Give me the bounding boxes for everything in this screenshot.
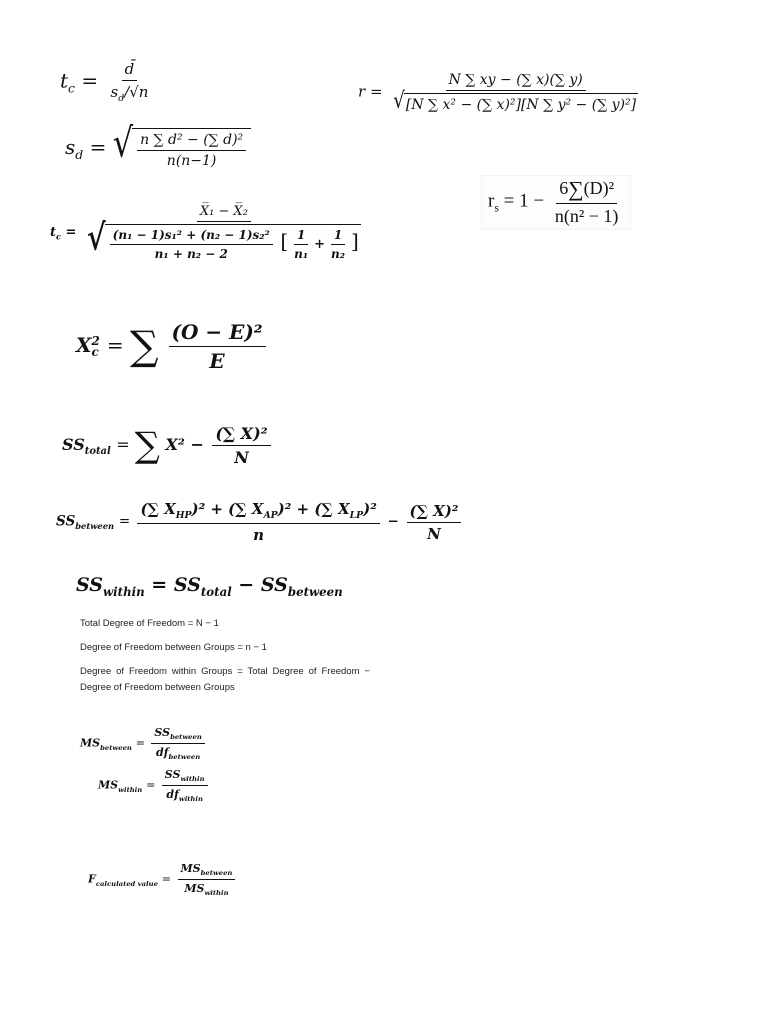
inner-fraction	[110, 228, 273, 261]
root-body: [N ∑ x² − (∑ x)²][N ∑ y² − (∑ y)²]	[404, 93, 638, 113]
fraction	[552, 178, 622, 227]
term-a: SS	[173, 574, 201, 596]
num-symbol: SS	[154, 726, 171, 739]
bracket-numerator-1: 1	[294, 228, 308, 245]
lhs-scripts	[91, 333, 100, 359]
bracket-denominator-2: n₂	[331, 247, 346, 261]
inner-numerator: (n₁ − 1)s₁² + (n₂ − 1)s₂²	[110, 228, 273, 245]
root-body	[132, 128, 251, 169]
num-symbol: SS	[164, 768, 181, 781]
summation-symbol: ∑	[134, 424, 160, 466]
fraction	[137, 132, 246, 169]
radical-sign: √	[393, 88, 405, 115]
num-subscript: between	[170, 733, 202, 742]
tail-numerator: (∑ X)²	[407, 502, 462, 523]
den-symbol: MS	[184, 882, 205, 896]
bracket-fraction-2	[328, 228, 348, 261]
lhs-subscript: c	[68, 80, 75, 96]
term-a-subscript: total	[200, 584, 232, 599]
lhs-subscript: between	[100, 743, 132, 752]
spearman-formula: $r_s = 1$ − $\frac{\text{6∑(D)²}}{\text{n(n² − 1)}}$	[482, 176, 630, 229]
lhs-subscript: d	[75, 147, 84, 162]
fraction	[178, 862, 236, 897]
fraction	[212, 424, 270, 467]
denominator	[107, 81, 151, 104]
lhs-subscript: within	[118, 785, 143, 794]
coefficient: 6	[559, 178, 569, 198]
denominator: n(n−1)	[166, 153, 217, 169]
chi-square-formula: X 2 c = ∑ $\frac{\text{(O − E)²}}{E}$	[76, 320, 269, 373]
fraction	[151, 726, 204, 761]
ms-between-formula: $MS_{between}$ = $\frac{SS_{between}}{df_{between}}$	[80, 726, 208, 761]
num-subscript: between	[200, 869, 233, 878]
denominator	[163, 786, 206, 803]
numerator: X̅₁ − X̅₂	[197, 204, 251, 222]
lhs: F	[88, 872, 96, 886]
square-root	[112, 119, 251, 169]
lhs: t	[60, 68, 69, 93]
tail-fraction	[407, 502, 462, 543]
fraction	[84, 204, 364, 261]
fraction	[169, 320, 266, 373]
ss-between-formula: $SS_{between}$ = $\frac{(\sum X_{HP})^2 + (\sum X_{AP})^2 + (\sum X_{LP})^2}{n}$ − $\frac{\text{(∑ X)²}}{N}$	[56, 500, 464, 544]
root-body	[105, 224, 361, 261]
den-subscript: between	[168, 753, 201, 762]
lhs-subscript: between	[75, 521, 115, 532]
lhs-subscript: within	[103, 584, 145, 599]
den-symbol: s	[110, 83, 119, 101]
denominator	[84, 215, 364, 261]
den-symbol: df	[166, 788, 179, 802]
fraction	[162, 768, 208, 803]
num-subscript: within	[180, 775, 205, 784]
den-tail: /√n	[124, 83, 149, 101]
lhs-subscript: total	[84, 446, 111, 458]
denominator: E	[209, 349, 225, 373]
num-part-4: )²	[363, 500, 377, 518]
bracket-denominator-1: n₁	[294, 247, 309, 261]
sd-formula: $s_d$ = √ $\frac{\text{n ∑ d² − (∑ d)²}}{n(n-1)}$	[65, 128, 251, 169]
numerator	[151, 726, 204, 744]
close-bracket: ]	[351, 229, 359, 253]
lhs: SS	[56, 513, 76, 530]
denominator	[153, 744, 203, 761]
denominator	[181, 880, 231, 897]
open-bracket: [	[280, 229, 289, 253]
num-sub-2: AP	[263, 510, 278, 521]
numerator: (∑ X)²	[212, 424, 270, 446]
bracket-fraction-1	[291, 228, 311, 261]
numerator: (O − E)²	[169, 320, 266, 347]
radical-sign: √	[112, 119, 134, 167]
ms-within-formula: $MS_{within}$ = $\frac{SS_{within}}{df_{within}}$	[98, 768, 211, 803]
num-part-3: )² + (∑ X	[277, 500, 350, 518]
lhs-subscript: c	[91, 344, 99, 359]
num-sub-3: LP	[349, 510, 364, 521]
df-within-note: Degree of Freedom within Groups = Total Degree of Freedom − Degree of Freedom between Groups	[80, 666, 370, 693]
summation-symbol: ∑	[129, 323, 159, 370]
term-b-subscript: between	[287, 584, 343, 599]
lhs: r	[358, 82, 366, 101]
lhs-subscript: calculated value	[95, 879, 158, 888]
lhs: t	[50, 225, 57, 240]
lhs: X	[76, 333, 92, 357]
num-sub-1: HP	[175, 510, 192, 521]
numerator-term: (D)²	[583, 178, 615, 198]
denominator: n	[253, 526, 265, 544]
den-subscript: d	[118, 93, 125, 104]
lhs: r	[488, 190, 495, 212]
df-total-note: Total Degree of Freedom = N − 1	[80, 618, 219, 629]
one: 1	[519, 190, 529, 212]
ss-total-formula: $SS_{total}$ = ∑ X² − $\frac{\text{(∑ X)²}}{N}$	[62, 424, 274, 467]
fraction	[107, 60, 151, 104]
inner-denominator: n₁ + n₂ − 2	[154, 247, 228, 261]
plus: +	[314, 237, 326, 252]
independent-t-formula: $t_c$ = X̅₁ − X̅₂ √ $\frac{\text{(n₁ − 1)s₁² + (n₂ − 1)s₂²}}{\text{n₁ + n₂ − 2}}$ [ $\frac{1}{\text{n₁}}$ + $\frac{1}{\text{n₂}}$ ]	[50, 204, 367, 261]
den-subscript: within	[204, 889, 229, 898]
num-symbol: MS	[180, 862, 201, 875]
lhs-superscript: 2	[91, 333, 100, 348]
num-part-2: )² + (∑ X	[191, 500, 264, 518]
paired-t-formula: $t_c$ = $\frac{d̄}{s_d/√n}$	[60, 60, 154, 104]
f-value-formula: $F_{calculated value}$ = $\frac{MS_{between}}{MS_{within}}$	[88, 862, 238, 897]
num-part-1: (∑ X	[140, 500, 176, 518]
numerator: d̄	[122, 60, 138, 81]
lhs: SS	[76, 574, 104, 596]
numerator: N ∑ xy − (∑ x)(∑ y)	[446, 72, 586, 91]
denominator: n(n² − 1)	[554, 205, 619, 226]
lhs-subscript: c	[56, 231, 61, 242]
radical-sign: √	[86, 215, 106, 259]
numerator	[162, 768, 208, 786]
df-between-note: Degree of Freedom between Groups = n − 1	[80, 642, 267, 653]
bracket-numerator-2: 1	[331, 228, 345, 245]
fraction	[137, 500, 379, 544]
lhs: MS	[98, 778, 119, 792]
numerator	[556, 178, 617, 204]
pearson-r-formula: r = N ∑ xy − (∑ x)(∑ y) √ [N ∑ x² − (∑ x)²][N ∑ y² − (∑ y)²]	[358, 72, 644, 113]
numerator	[137, 500, 379, 524]
lhs: MS	[80, 736, 101, 750]
lhs: s	[65, 135, 76, 159]
den-subscript: within	[178, 795, 203, 804]
den-symbol: df	[156, 746, 169, 760]
lhs: SS	[62, 435, 85, 454]
term-b: SS	[260, 574, 288, 596]
numerator: n ∑ d² − (∑ d)²	[137, 132, 246, 151]
numerator	[178, 862, 236, 880]
tail-denominator: N	[427, 524, 441, 543]
summation-symbol: ∑	[568, 177, 584, 202]
fraction	[390, 72, 641, 113]
lhs-subscript: s	[494, 201, 499, 215]
sum-term: X²	[165, 435, 185, 454]
square-root	[86, 215, 361, 261]
ss-within-formula: $SS_{within} = SS_{total} - SS_{between}$	[76, 574, 343, 599]
denominator: N	[234, 448, 249, 467]
